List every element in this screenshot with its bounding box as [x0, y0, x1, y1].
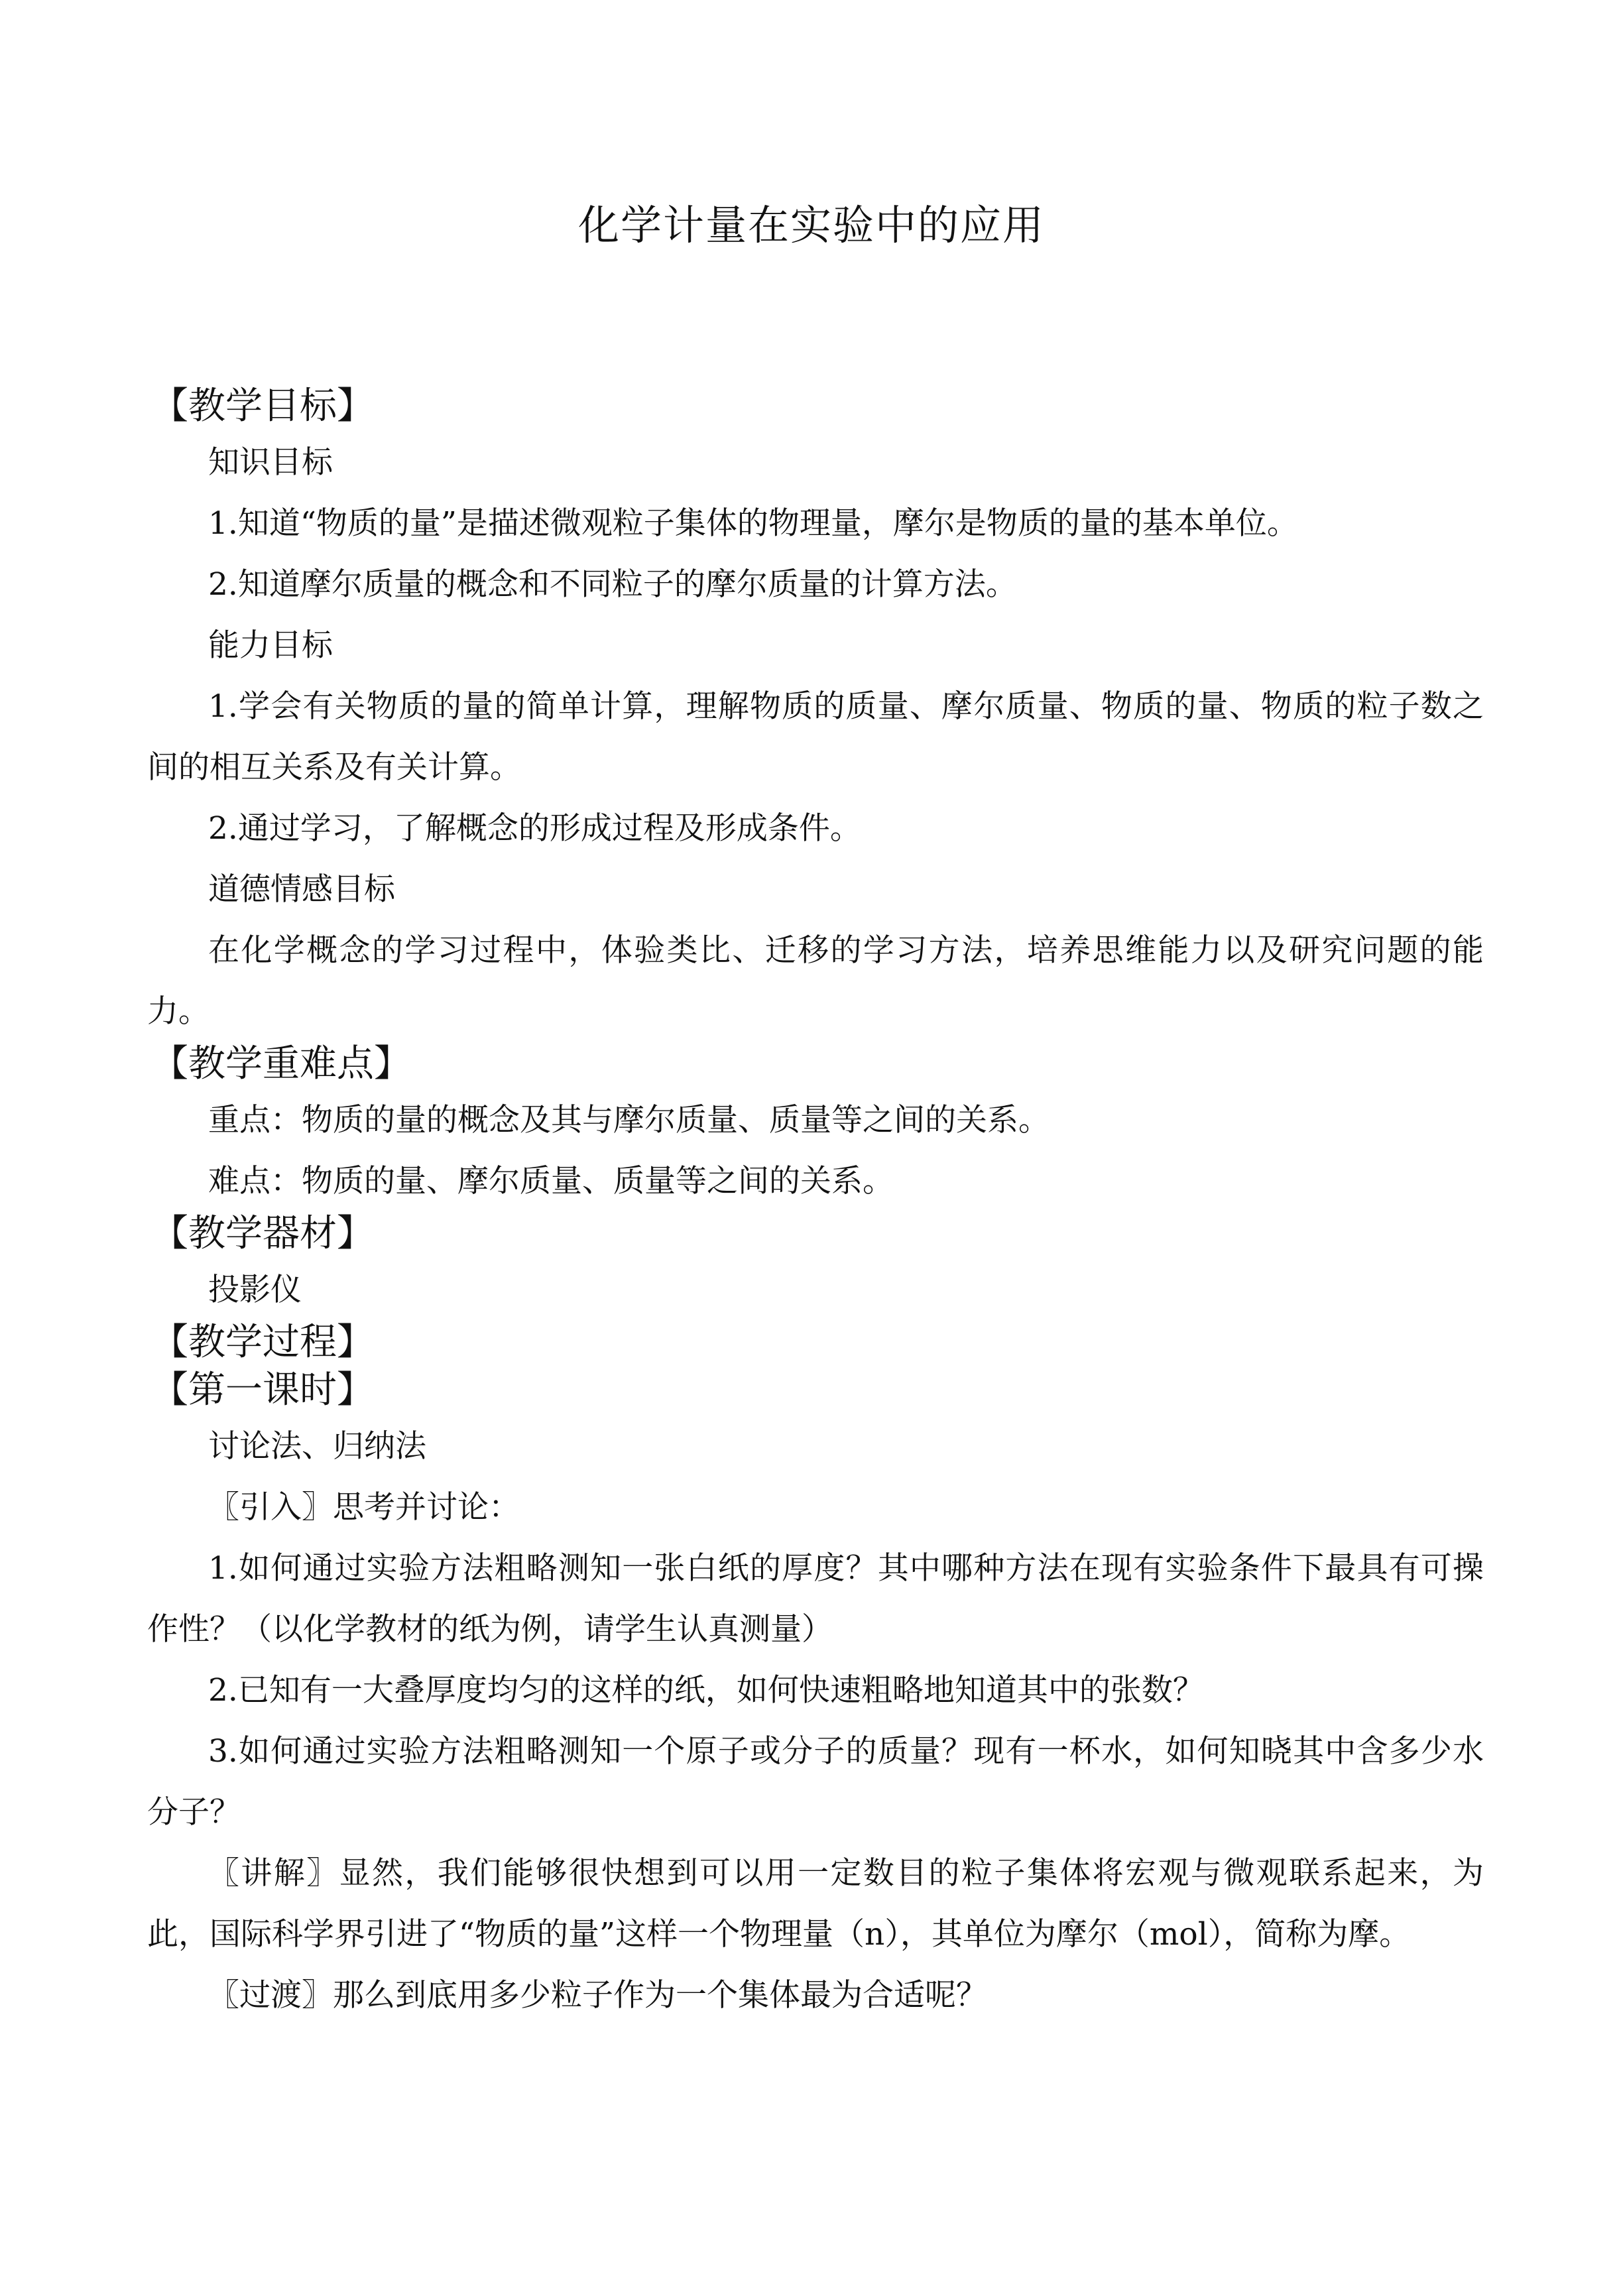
question-1: 1.如何通过实验方法粗略测知一张白纸的厚度？其中哪种方法在现有实验条件下最具有可操作性？（以化学教材的纸为例，请学生认真测量）: [147, 1550, 1484, 1648]
section-heading-keypoints: 【教学重难点】: [151, 1042, 411, 1085]
question-2: 2.已知有一大叠厚度均匀的这样的纸，如何快速粗略地知道其中的张数？: [208, 1672, 1204, 1709]
section-heading-lesson1: 【第一课时】: [151, 1368, 374, 1412]
key-point: 重点：物质的量的概念及其与摩尔质量、质量等之间的关系。: [208, 1102, 1050, 1138]
moral-text: 在化学概念的学习过程中，体验类比、迁移的学习方法，培养思维能力以及研究问题的能力。: [147, 932, 1484, 1030]
document-title: 化学计量在实验中的应用: [577, 201, 1045, 249]
question-3: 3.如何通过实验方法粗略测知一个原子或分子的质量？现有一杯水，如何知晓其中含多少水分子？: [147, 1733, 1484, 1831]
method-text: 讨论法、归纳法: [208, 1428, 426, 1465]
difficult-point: 难点：物质的量、摩尔质量、质量等之间的关系。: [208, 1163, 894, 1199]
section-heading-process: 【教学过程】: [151, 1321, 374, 1364]
explain-text: 〖讲解〗显然，我们能够很快想到可以用一定数目的粒子集体将宏观与微观联系起来，为此，国际科学界引进了“物质的量”这样一个物理量（n），其单位为摩尔（mol），简称为摩。: [147, 1855, 1484, 1953]
section-heading-objectives: 【教学目标】: [151, 385, 374, 428]
ability-item-1: 1.学会有关物质的量的简单计算，理解物质的质量、摩尔质量、物质的量、物质的粒子数之间的相互关系及有关计算。: [147, 688, 1484, 786]
subheading-knowledge: 知识目标: [208, 444, 333, 481]
subheading-moral: 道德情感目标: [208, 871, 395, 908]
equipment-text: 投影仪: [208, 1272, 302, 1308]
transition-text: 〖过渡〗那么到底用多少粒子作为一个集体最为合适呢？: [208, 1977, 987, 2014]
knowledge-item-1: 1.知道“物质的量”是描述微观粒子集体的物理量，摩尔是物质的量的基本单位。: [208, 505, 1298, 542]
intro-text: 〖引入〗思考并讨论：: [208, 1489, 520, 1526]
document-body: [147, 385, 1484, 2026]
section-heading-equipment: 【教学器材】: [151, 1212, 374, 1255]
subheading-ability: 能力目标: [208, 627, 333, 664]
knowledge-item-2: 2.知道摩尔质量的概念和不同粒子的摩尔质量的计算方法。: [208, 566, 1017, 603]
ability-item-2: 2.通过学习，了解概念的形成过程及形成条件。: [208, 810, 861, 847]
